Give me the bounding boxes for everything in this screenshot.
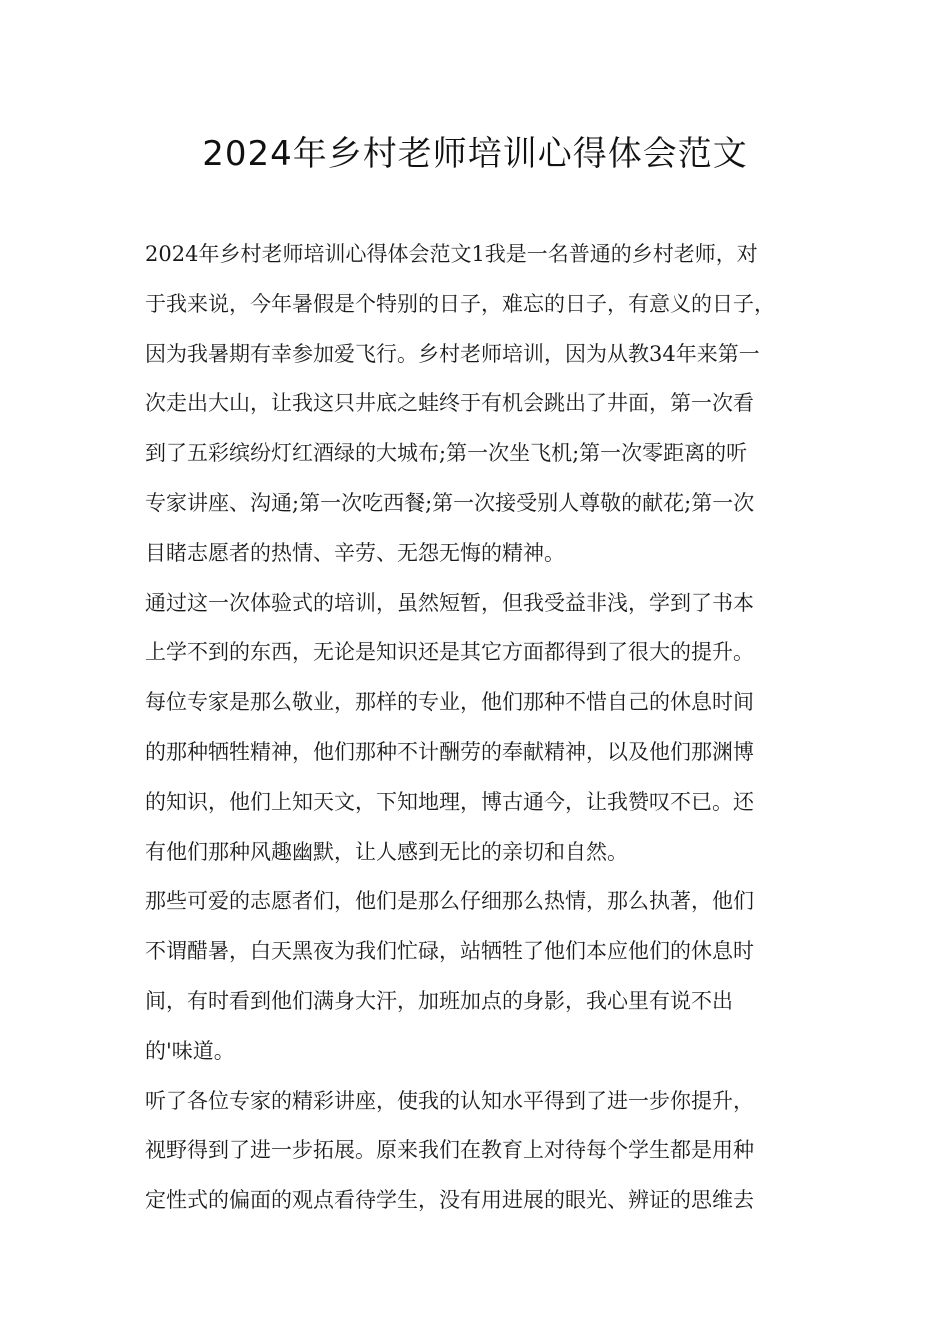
body-line: 每位专家是那么敬业，那样的专业，他们那种不惜自己的休息时间 <box>145 690 754 715</box>
body-line: 视野得到了进一步拓展。原来我们在教育上对待每个学生都是用种 <box>145 1138 754 1163</box>
body-line: 因为我暑期有幸参加爱飞行。乡村老师培训，因为从教34年来第一 <box>145 341 760 366</box>
body-line: 定性式的偏面的观点看待学生，没有用进展的眼光、辨证的思维去 <box>145 1188 754 1213</box>
body-line: 间，有时看到他们满身大汗，加班加点的身影，我心里有说不出 <box>145 988 733 1013</box>
body-line: 到了五彩缤纷灯红酒绿的大城布;第一次坐飞机;第一次零距离的听 <box>145 441 748 466</box>
document-body <box>145 230 810 1226</box>
body-line: 上学不到的东西，无论是知识还是其它方面都得到了很大的提升。 <box>145 640 754 665</box>
document-title: 2024年乡村老师培训心得体会范文 <box>202 134 748 174</box>
body-line: 2024年乡村老师培训心得体会范文1我是一名普通的乡村老师，对 <box>145 242 758 266</box>
body-line: 听了各位专家的精彩讲座，使我的认知水平得到了进一步你提升， <box>145 1088 754 1113</box>
body-line: 于我来说，今年暑假是个特别的日子，难忘的日子，有意义的日子， <box>145 291 775 316</box>
body-line: 的那种牺牲精神，他们那种不计酬劳的奉献精神，以及他们那渊博 <box>145 739 754 764</box>
body-line: 的'味道。 <box>145 1038 235 1063</box>
body-line: 那些可爱的志愿者们，他们是那么仔细那么热情，那么执著，他们 <box>145 889 754 914</box>
body-line: 次走出大山，让我这只井底之蛙终于有机会跳出了井面，第一次看 <box>145 391 754 416</box>
body-line: 的知识，他们上知天文，下知地理，博古通今，让我赞叹不已。还 <box>145 789 754 814</box>
body-line: 通过这一次体验式的培训，虽然短暂，但我受益非浅，学到了书本 <box>145 590 754 615</box>
body-line: 目睹志愿者的热情、辛劳、无怨无悔的精神。 <box>145 540 565 565</box>
body-line: 有他们那种风趣幽默，让人感到无比的亲切和自然。 <box>145 839 628 864</box>
body-line: 专家讲座、沟通;第一次吃西餐;第一次接受别人尊敬的献花;第一次 <box>145 490 755 515</box>
body-line: 不谓醋暑，白天黑夜为我们忙碌，站牺牲了他们本应他们的休息时 <box>145 939 754 964</box>
